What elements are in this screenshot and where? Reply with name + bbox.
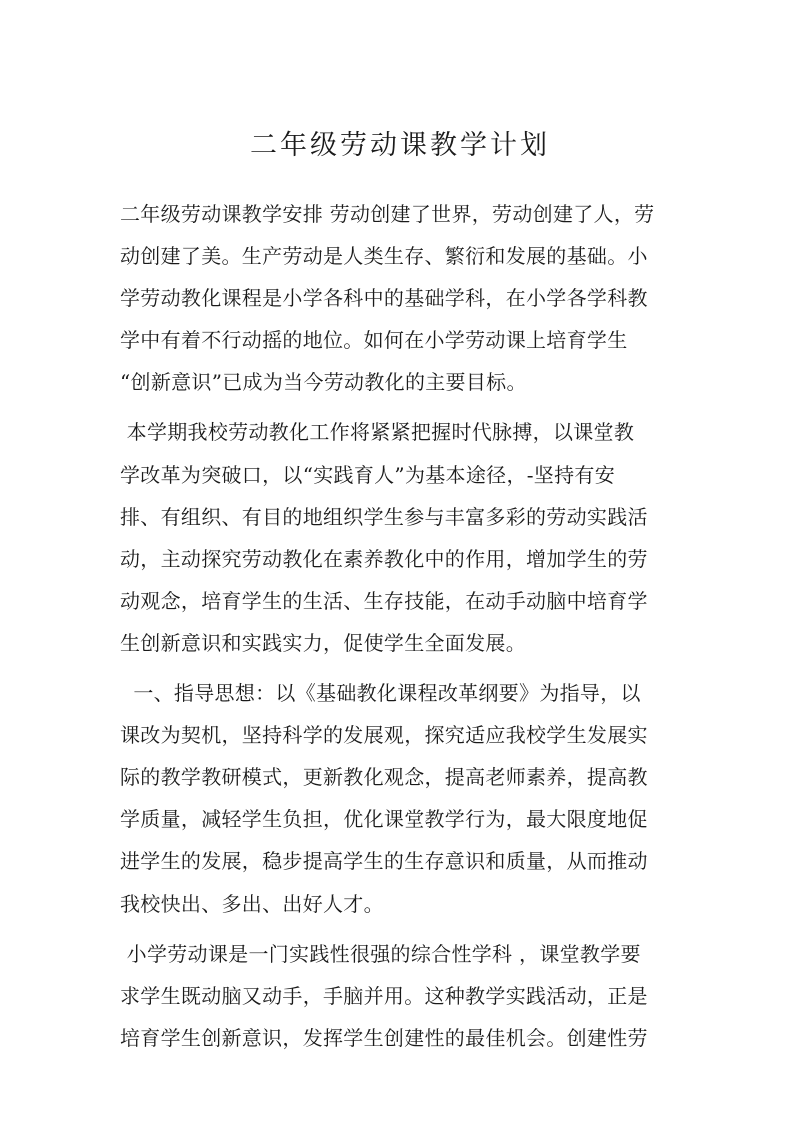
document-title: 二年级劳动课教学计划: [250, 130, 550, 161]
text-line: 动创建了美。生产劳动是人类生存、繁衍和发展的基础。小: [120, 244, 648, 269]
text-line: 我校快出、多出、出好人才。: [120, 891, 384, 916]
text-line: 进学生的发展，稳步提高学生的生存意识和质量，从而推动: [120, 849, 648, 874]
text-line: 学劳动教化课程是小学各科中的基础学科，在小学各学科教: [120, 286, 648, 311]
paragraph-semester-plan: [120, 415, 690, 668]
text-line: 动，主动探究劳动教化在素养教化中的作用，增加学生的劳: [120, 546, 648, 571]
text-line: 际的教学教研模式，更新教化观念，提高老师素养，提高教: [120, 765, 648, 790]
text-line: 排、有组织、有目的地组织学生参与丰富多彩的劳动实践活: [120, 504, 648, 529]
document-body: [120, 197, 690, 1063]
paragraph-guiding-ideology: [120, 676, 690, 929]
text-line: 学中有着不行动摇的地位。如何在小学劳动课上培育学生: [120, 328, 628, 353]
text-line: 培育学生创新意识，发挥学生创建性的最佳机会。创建性劳: [120, 1025, 648, 1050]
text-line: 动观念，培育学生的生活、生存技能，在动手动脑中培育学: [120, 588, 648, 613]
paragraph-labor-course: [120, 937, 690, 1063]
paragraph-intro: [120, 197, 690, 407]
text-line: 本学期我校劳动教化工作将紧紧把握时代脉搏，以课堂教: [120, 420, 635, 445]
text-line: 二年级劳动课教学安排 劳动创建了世界，劳动创建了人，劳: [120, 202, 655, 226]
text-line: 学改革为突破口，以“实践育人”为基本途径，-坚持有安: [120, 462, 616, 487]
text-line: 课改为契机，坚持科学的发展观，探究适应我校学生发展实: [120, 723, 648, 748]
text-line: “创新意识”已成为当今劳动教化的主要目标。: [120, 370, 527, 395]
text-line: 小学劳动课是一门实践性很强的综合性学科 ，课堂教学要: [120, 941, 641, 966]
text-line: 学质量，减轻学生负担，优化课堂教学行为，最大限度地促: [120, 807, 648, 832]
text-line: 一、指导思想：以《基础教化课程改革纲要》为指导，以: [120, 681, 641, 706]
text-line: 生创新意识和实践实力，促使学生全面发展。: [120, 630, 526, 655]
text-line: 求学生既动脑又动手，手脑并用。这种教学实践活动，正是: [120, 983, 648, 1008]
